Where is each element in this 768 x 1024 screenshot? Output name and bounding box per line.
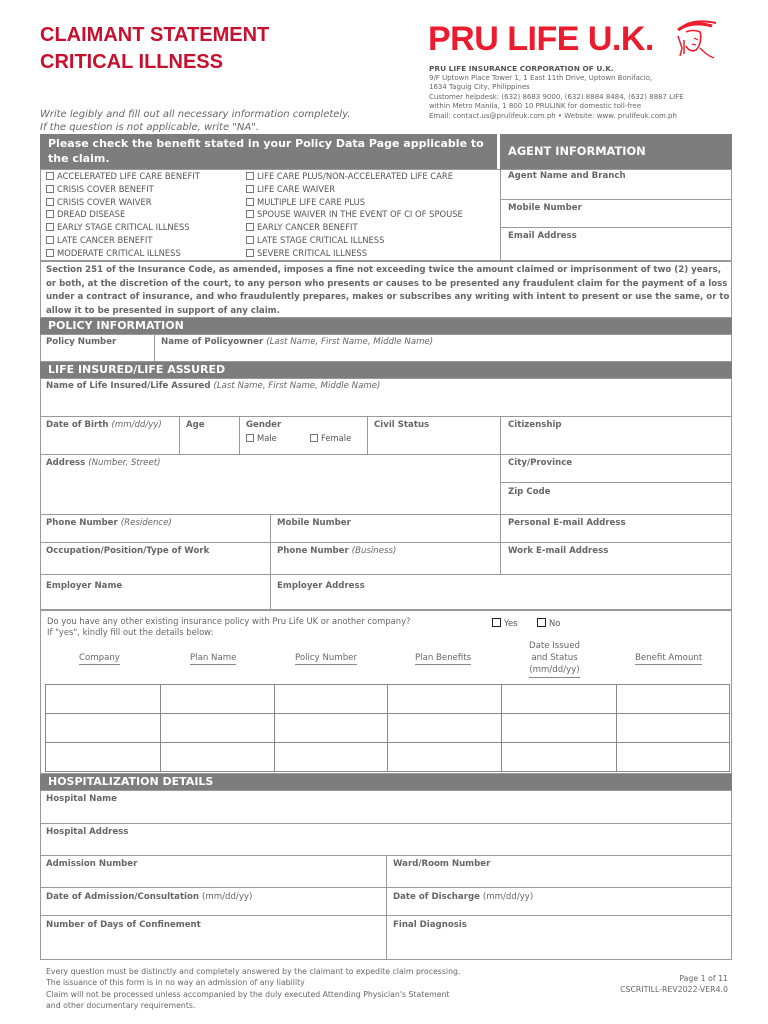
col-plan-name: Plan Name	[190, 653, 237, 663]
insurance-table-cell[interactable]	[616, 713, 730, 743]
admission-number-label: Admission Number	[46, 859, 138, 869]
agent-divider-1	[500, 199, 732, 200]
gender-label: Gender	[246, 420, 282, 430]
insured-row-line-2	[40, 454, 732, 455]
footer-line1: Every question must be distinctly and completely answered by the claimant to expedite claim processing.	[46, 967, 461, 976]
benefit-checkbox[interactable]	[46, 236, 54, 244]
insurance-table-cell[interactable]	[616, 684, 730, 714]
employer-name-label: Employer Name	[46, 581, 123, 591]
benefit-option[interactable]	[46, 222, 190, 232]
gender-female-option[interactable]	[310, 433, 351, 443]
male-label: Male	[257, 433, 277, 443]
employer-address-label: Employer Address	[277, 581, 365, 591]
benefit-option[interactable]	[246, 171, 453, 181]
address-city-divider	[500, 454, 501, 514]
agent-header-text: AGENT INFORMATION	[508, 144, 646, 158]
insured-row-line-4	[40, 542, 732, 543]
no-checkbox[interactable]	[537, 618, 546, 627]
gender-civil-divider	[367, 416, 368, 454]
benefit-checkbox[interactable]	[246, 185, 254, 193]
benefit-checkbox[interactable]	[246, 249, 254, 257]
yes-label: Yes	[504, 618, 518, 628]
footer-line2: The issuance of this form is in no way an admission of any liability	[46, 978, 305, 988]
company-name: PRU LIFE INSURANCE CORPORATION OF U.K.	[429, 64, 614, 73]
benefit-label: SPOUSE WAIVER IN THE EVENT OF CI OF SPOUSE	[257, 209, 463, 220]
insured-name-field[interactable]	[41, 394, 731, 415]
insured-name-label-text: Name of Life Insured/Life Assured	[46, 381, 211, 391]
benefit-label: LIFE CARE PLUS/NON-ACCELERATED LIFE CARE	[257, 171, 453, 181]
benefit-label: LATE STAGE CRITICAL ILLNESS	[257, 235, 385, 245]
benefit-option[interactable]	[246, 184, 335, 194]
discharge-label-text: Date of Discharge	[393, 892, 480, 902]
hospital-row-line-4	[40, 915, 732, 916]
address-hint: (Number, Street)	[88, 458, 161, 468]
benefit-option[interactable]	[46, 248, 181, 258]
col-company: Company	[79, 653, 120, 663]
admission-date-label	[46, 892, 252, 902]
col-date-line2: and Status	[531, 653, 578, 663]
benefit-option[interactable]	[46, 184, 154, 194]
benefit-option[interactable]	[46, 235, 152, 245]
benefit-label: LIFE CARE WAIVER	[257, 183, 336, 194]
prudence-head-icon	[672, 18, 722, 60]
phone-res-hint: (Residence)	[120, 518, 172, 528]
insurance-table-cell[interactable]	[501, 684, 617, 714]
benefit-checkbox[interactable]	[246, 210, 254, 218]
insurance-table-cell[interactable]	[274, 742, 388, 772]
agent-section-header	[500, 134, 732, 169]
col-benefit-amount: Benefit Amount	[635, 653, 703, 663]
insured-name-label	[46, 381, 380, 391]
insurance-table-cell[interactable]	[616, 742, 730, 772]
col-date-line1: Date Issued	[529, 641, 580, 651]
benefit-checkbox[interactable]	[46, 198, 54, 206]
policy-number-label: Policy Number	[46, 337, 117, 347]
insurance-table-cell[interactable]	[45, 713, 161, 743]
female-checkbox[interactable]	[310, 434, 318, 442]
hospital-section-header	[40, 774, 732, 790]
agent-divider-2	[500, 227, 732, 228]
agent-mobile-label: Mobile Number	[508, 203, 582, 213]
phone-residence-label	[46, 518, 172, 528]
insured-header-text: LIFE INSURED/LIFE ASSURED	[48, 363, 226, 376]
mobile-number-label: Mobile Number	[277, 518, 351, 528]
contact-divider-2	[500, 514, 501, 574]
col-date-issued	[529, 640, 580, 678]
benefit-checkbox[interactable]	[46, 223, 54, 231]
insurance-table-cell[interactable]	[160, 742, 275, 772]
form-title	[40, 22, 269, 76]
policyowner-label	[161, 337, 433, 347]
insured-name-hint: (Last Name, First Name, Middle Name)	[213, 381, 381, 391]
benefit-option[interactable]	[246, 248, 367, 258]
female-label: Female	[321, 433, 352, 443]
citizenship-label: Citizenship	[508, 420, 562, 430]
contact-divider-1	[270, 514, 271, 610]
male-checkbox[interactable]	[246, 434, 254, 442]
other-insurance-q2: If "yes", kindly fill out the details below:	[47, 627, 214, 637]
benefit-label: EARLY STAGE CRITICAL ILLNESS	[57, 222, 190, 233]
hospital-row-line-1	[40, 823, 732, 824]
address-label	[46, 458, 160, 468]
legal-notice: Section 251 of the Insurance Code, as amended, imposes a fine not exceeding twice the amount claimed or imprisonment of two (2) years, or both, at the discretion of the court, to any person who presents or causes to be presented any fraudulent claim for the payment of a loss under a contract of insurance, and who fraudulently prepares, makes or subscribes any writing with intent to present or use the same, or to allow it to be presented in support of any claim.	[46, 265, 730, 316]
benefit-label: EARLY CANCER BENEFIT	[257, 222, 358, 233]
final-diagnosis-label: Final Diagnosis	[393, 920, 467, 930]
dob-label-text: Date of Birth	[46, 420, 109, 430]
insured-row-line-3	[40, 514, 732, 515]
age-gender-divider	[239, 416, 240, 454]
benefit-option[interactable]	[46, 197, 152, 207]
civil-citizen-divider	[500, 416, 501, 454]
company-helpdesk-2: within Metro Manila, 1 800 10 PRULINK for domestic toll-free	[429, 102, 642, 111]
discharge-date-label	[393, 892, 533, 902]
insured-row-line-5	[40, 574, 732, 575]
agent-name-branch-label: Agent Name and Branch	[508, 171, 626, 181]
other-insurance-q1: Do you have any other existing insurance policy with Pru Life UK or another company?	[47, 616, 411, 626]
insurance-table-cell[interactable]	[501, 742, 617, 772]
benefit-option[interactable]	[246, 222, 358, 232]
age-label: Age	[186, 420, 205, 430]
gender-male-option[interactable]	[246, 433, 277, 443]
benefit-label: DREAD DISEASE	[57, 209, 126, 220]
admission-date-label-text: Date of Admission/Consultation	[46, 892, 200, 902]
benefit-label: MULTIPLE LIFE CARE PLUS	[257, 196, 366, 207]
hospital-address-label: Hospital Address	[46, 827, 129, 837]
insured-row-line-1	[40, 416, 732, 417]
instructions-line1: Write legibly and fill out all necessary information completely.	[40, 109, 351, 120]
benefit-header-text: Please check the benefit stated in your Policy Data Page applicable to the claim.	[48, 137, 484, 165]
phone-res-label-text: Phone Number	[46, 518, 118, 528]
benefit-option[interactable]	[46, 209, 125, 219]
admission-date-hint: (mm/dd/yy)	[202, 892, 253, 902]
benefit-checkbox[interactable]	[46, 172, 54, 180]
city-label: City/Province	[508, 458, 573, 468]
insurance-table-cell[interactable]	[387, 684, 502, 714]
insurance-table-cell[interactable]	[160, 684, 275, 714]
pru-life-logo	[428, 18, 738, 60]
address-label-text: Address	[46, 458, 86, 468]
policy-header-text: POLICY INFORMATION	[48, 319, 184, 332]
hospital-name-label: Hospital Name	[46, 794, 117, 804]
page-info	[620, 973, 728, 995]
other-insurance-question	[47, 616, 410, 638]
benefit-checkbox[interactable]	[246, 223, 254, 231]
benefit-option[interactable]	[46, 171, 200, 181]
benefit-option[interactable]	[246, 197, 365, 207]
policyowner-field[interactable]	[155, 348, 731, 361]
benefit-label: SEVERE CRITICAL ILLNESS	[257, 247, 368, 258]
insurance-table-cell[interactable]	[387, 742, 502, 772]
form-instructions	[40, 108, 351, 134]
policyowner-label-text: Name of Policyowner	[161, 337, 264, 347]
hospital-divider	[386, 855, 387, 960]
insurance-table-cell[interactable]	[501, 713, 617, 743]
no-label: No	[549, 618, 561, 628]
company-helpdesk-1: Customer helpdesk: (632) 8683 9000, (632) 8884 8484, (632) 8887 LIFE	[429, 92, 684, 101]
hospital-row-line-3	[40, 887, 732, 888]
ward-room-label: Ward/Room Number	[393, 859, 491, 869]
logo-text: PRU LIFE U.K.	[428, 20, 654, 58]
dob-label	[46, 420, 162, 430]
dob-age-divider	[179, 416, 180, 454]
insurance-table-cell[interactable]	[274, 684, 388, 714]
benefit-option[interactable]	[246, 209, 463, 219]
insurance-table-cell[interactable]	[274, 713, 388, 743]
benefit-checkbox[interactable]	[46, 249, 54, 257]
insurance-table-cell[interactable]	[45, 684, 161, 714]
benefit-label: LATE CANCER BENEFIT	[57, 235, 153, 245]
occupation-label: Occupation/Position/Type of Work	[46, 546, 210, 556]
discharge-hint: (mm/dd/yy)	[482, 892, 534, 902]
zip-label: Zip Code	[508, 487, 551, 497]
footer-line4: and other documentary requirements.	[46, 1001, 196, 1011]
benefit-label: CRISIS COVER WAIVER	[57, 196, 152, 207]
col-policy-number: Policy Number	[295, 653, 357, 663]
benefit-option[interactable]	[246, 235, 384, 245]
phone-business-label	[277, 546, 396, 556]
confinement-days-label: Number of Days of Confinement	[46, 920, 201, 930]
benefit-agent-divider	[500, 169, 501, 261]
phone-bus-label-text: Phone Number	[277, 546, 349, 556]
other-insurance-no-option[interactable]	[537, 618, 560, 628]
form-title-line1: CLAIMANT STATEMENT	[40, 24, 270, 46]
insurance-table-cell[interactable]	[45, 742, 161, 772]
policy-section-header	[40, 318, 732, 334]
personal-email-label: Personal E-mail Address	[508, 518, 626, 528]
company-address-2: 1634 Taguig City, Philippines	[429, 83, 530, 92]
instructions-line2: If the question is not applicable, write "NA".	[40, 122, 260, 133]
other-insurance-yes-option[interactable]	[492, 618, 518, 628]
work-email-label: Work E-mail Address	[508, 546, 609, 556]
benefit-checkbox[interactable]	[46, 185, 54, 193]
civil-status-label: Civil Status	[374, 420, 430, 430]
agent-email-label: Email Address	[508, 231, 577, 241]
benefit-checkbox[interactable]	[46, 210, 54, 218]
company-contact: Email: contact.us@prulifeuk.com.ph • Website: www. prulifeuk.com.ph	[429, 111, 677, 120]
form-code: CSCRITILL-REV2022-VER4.0	[620, 985, 728, 994]
insured-section-header	[40, 362, 732, 378]
footer-line3: Claim will not be processed unless accompanied by the duly executed Attending Physician's Statement	[46, 989, 450, 999]
policy-number-field[interactable]	[41, 348, 153, 361]
footer-notes	[46, 966, 460, 1012]
policyowner-hint: (Last Name, First Name, Middle Name)	[266, 337, 434, 347]
company-address-1: 9/F Uptown Place Tower 1, 1 East 11th Drive, Uptown Bonifacio,	[429, 73, 653, 82]
insurance-table-cell[interactable]	[387, 713, 502, 743]
company-info	[429, 64, 684, 122]
benefit-checkbox[interactable]	[246, 236, 254, 244]
benefit-label: CRISIS COVER BENEFIT	[57, 183, 154, 194]
benefit-checkbox[interactable]	[246, 198, 254, 206]
benefit-label: MODERATE CRITICAL ILLNESS	[57, 247, 181, 258]
col-plan-benefits: Plan Benefits	[415, 653, 472, 663]
phone-bus-hint: (Business)	[351, 546, 397, 556]
insurance-table-cell[interactable]	[160, 713, 275, 743]
benefit-label: ACCELERATED LIFE CARE BENEFIT	[57, 171, 200, 181]
benefit-checkbox[interactable]	[246, 172, 254, 180]
dob-hint: (mm/dd/yy)	[111, 420, 162, 430]
city-zip-line	[500, 482, 732, 483]
yes-checkbox[interactable]	[492, 618, 501, 627]
hospital-header-text: HOSPITALIZATION DETAILS	[48, 775, 214, 788]
col-date-line3: (mm/dd/yy)	[529, 665, 580, 675]
page-number: Page 1 of 11	[679, 974, 728, 983]
benefit-section-header	[40, 134, 497, 169]
form-title-line2: CRITICAL ILLNESS	[40, 51, 223, 73]
